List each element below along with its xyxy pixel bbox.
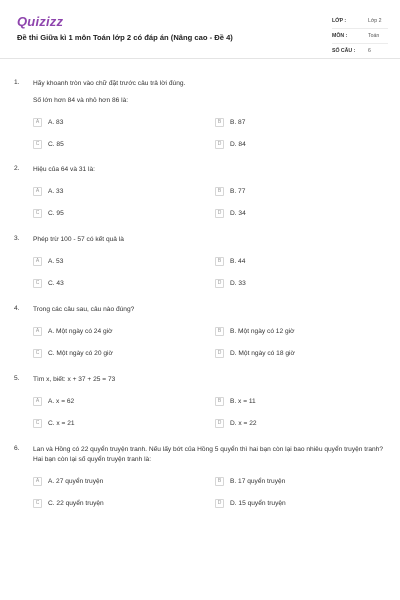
option-text: D. x = 22 xyxy=(230,419,257,427)
option-text: B. x = 11 xyxy=(230,397,256,405)
option-letter-box: B xyxy=(215,327,224,336)
option-letter-box: B xyxy=(215,187,224,196)
option-letter-box: D xyxy=(215,209,224,218)
question-text: Hãy khoanh tròn vào chữ đặt trước câu trả lời đúng. xyxy=(33,80,186,87)
option-b[interactable] xyxy=(215,256,245,266)
option-b[interactable] xyxy=(215,326,294,336)
question-number: 5. xyxy=(14,375,20,382)
option-letter-box: D xyxy=(215,140,224,149)
option-d[interactable] xyxy=(215,139,246,149)
question-text: Trong các câu sau, câu nào đúng? xyxy=(33,306,135,313)
option-text: D. 34 xyxy=(230,209,246,217)
option-text: B. 87 xyxy=(230,118,246,126)
option-letter-box: D xyxy=(215,349,224,358)
option-c[interactable] xyxy=(33,139,64,149)
info-table xyxy=(332,14,388,58)
quizizz-logo: Quizizz xyxy=(17,14,64,29)
question-number: 3. xyxy=(14,235,20,242)
option-letter-box: A xyxy=(33,257,42,266)
info-label: LỚP : xyxy=(332,18,347,24)
option-text: B. 44 xyxy=(230,257,246,265)
question-text: Hiệu của 64 và 31 là: xyxy=(33,166,95,173)
option-text: B. Một ngày có 12 giờ xyxy=(230,327,295,335)
worksheet-title: Đề thi Giữa kì 1 môn Toán lớp 2 có đáp án (Nâng cao - Đề 4) xyxy=(17,33,233,42)
option-a[interactable] xyxy=(33,117,63,127)
option-a[interactable] xyxy=(33,256,63,266)
option-c[interactable] xyxy=(33,208,64,218)
option-text: D. Một ngày có 18 giờ xyxy=(230,349,295,357)
option-letter-box: A xyxy=(33,187,42,196)
question-number: 4. xyxy=(14,305,20,312)
option-letter-box: B xyxy=(215,118,224,127)
option-a[interactable] xyxy=(33,186,63,196)
option-text: C. 43 xyxy=(48,279,64,287)
question-text: Phép trừ 100 - 57 có kết quả là xyxy=(33,236,124,243)
option-letter-box: B xyxy=(215,477,224,486)
option-d[interactable] xyxy=(215,418,257,428)
option-text: C. Một ngày có 20 giờ xyxy=(48,349,113,357)
option-a[interactable] xyxy=(33,476,103,486)
option-text: C. 22 quyển truyện xyxy=(48,499,104,507)
info-value: 6 xyxy=(368,48,371,54)
option-text: C. 95 xyxy=(48,209,64,217)
option-a[interactable] xyxy=(33,326,112,336)
option-c[interactable] xyxy=(33,498,104,508)
option-text: B. 17 quyển truyện xyxy=(230,477,286,485)
option-letter-box: D xyxy=(215,279,224,288)
option-d[interactable] xyxy=(215,348,295,358)
option-letter-box: C xyxy=(33,419,42,428)
question-number: 2. xyxy=(14,165,20,172)
question-number: 1. xyxy=(14,79,20,86)
option-c[interactable] xyxy=(33,278,64,288)
option-a[interactable] xyxy=(33,396,74,406)
option-text: A. Một ngày có 24 giờ xyxy=(48,327,113,335)
info-label: SỐ CÂU : xyxy=(332,48,356,54)
info-label: MÔN : xyxy=(332,33,348,39)
option-text: D. 33 xyxy=(230,279,246,287)
option-letter-box: C xyxy=(33,279,42,288)
option-letter-box: C xyxy=(33,499,42,508)
info-value: Toán xyxy=(368,33,380,39)
info-row-class xyxy=(332,14,388,29)
option-d[interactable] xyxy=(215,278,246,288)
option-text: B. 77 xyxy=(230,187,246,195)
option-d[interactable] xyxy=(215,208,246,218)
option-b[interactable] xyxy=(215,117,245,127)
option-letter-box: D xyxy=(215,499,224,508)
option-d[interactable] xyxy=(215,498,286,508)
option-letter-box: C xyxy=(33,140,42,149)
option-b[interactable] xyxy=(215,476,285,486)
option-text: A. 53 xyxy=(48,257,64,265)
option-b[interactable] xyxy=(215,396,256,406)
option-text: A. 83 xyxy=(48,118,64,126)
option-letter-box: A xyxy=(33,327,42,336)
option-letter-box: C xyxy=(33,209,42,218)
question-subtext: Số lớn hơn 84 và nhỏ hơn 86 là: xyxy=(33,97,129,104)
question-text: Lan và Hồng có 22 quyển truyện tranh. Nếu lấy bớt của Hồng 5 quyển thì hai bạn còn lại bao nhiêu quyển truyện tranh? Hai bạn còn lại số quyển truyện tranh là: xyxy=(33,446,384,463)
option-text: A. x = 62 xyxy=(48,397,75,405)
info-row-subject xyxy=(332,29,388,44)
option-letter-box: C xyxy=(33,349,42,358)
option-letter-box: B xyxy=(215,397,224,406)
option-letter-box: A xyxy=(33,397,42,406)
info-value: Lớp 2 xyxy=(368,18,382,24)
option-text: A. 27 quyển truyện xyxy=(48,477,104,485)
worksheet-header xyxy=(0,0,400,59)
question-number: 6. xyxy=(14,445,20,452)
option-text: D. 15 quyển truyện xyxy=(230,499,286,507)
option-text: A. 33 xyxy=(48,187,64,195)
option-letter-box: A xyxy=(33,477,42,486)
option-text: D. 84 xyxy=(230,140,246,148)
option-c[interactable] xyxy=(33,348,113,358)
option-letter-box: B xyxy=(215,257,224,266)
option-c[interactable] xyxy=(33,418,75,428)
option-b[interactable] xyxy=(215,186,245,196)
option-text: C. 85 xyxy=(48,140,64,148)
question-text: Tìm x, biết: x + 37 + 25 = 73 xyxy=(33,376,116,383)
option-letter-box: A xyxy=(33,118,42,127)
option-text: C. x = 21 xyxy=(48,419,75,427)
option-letter-box: D xyxy=(215,419,224,428)
info-row-question-count xyxy=(332,44,388,58)
